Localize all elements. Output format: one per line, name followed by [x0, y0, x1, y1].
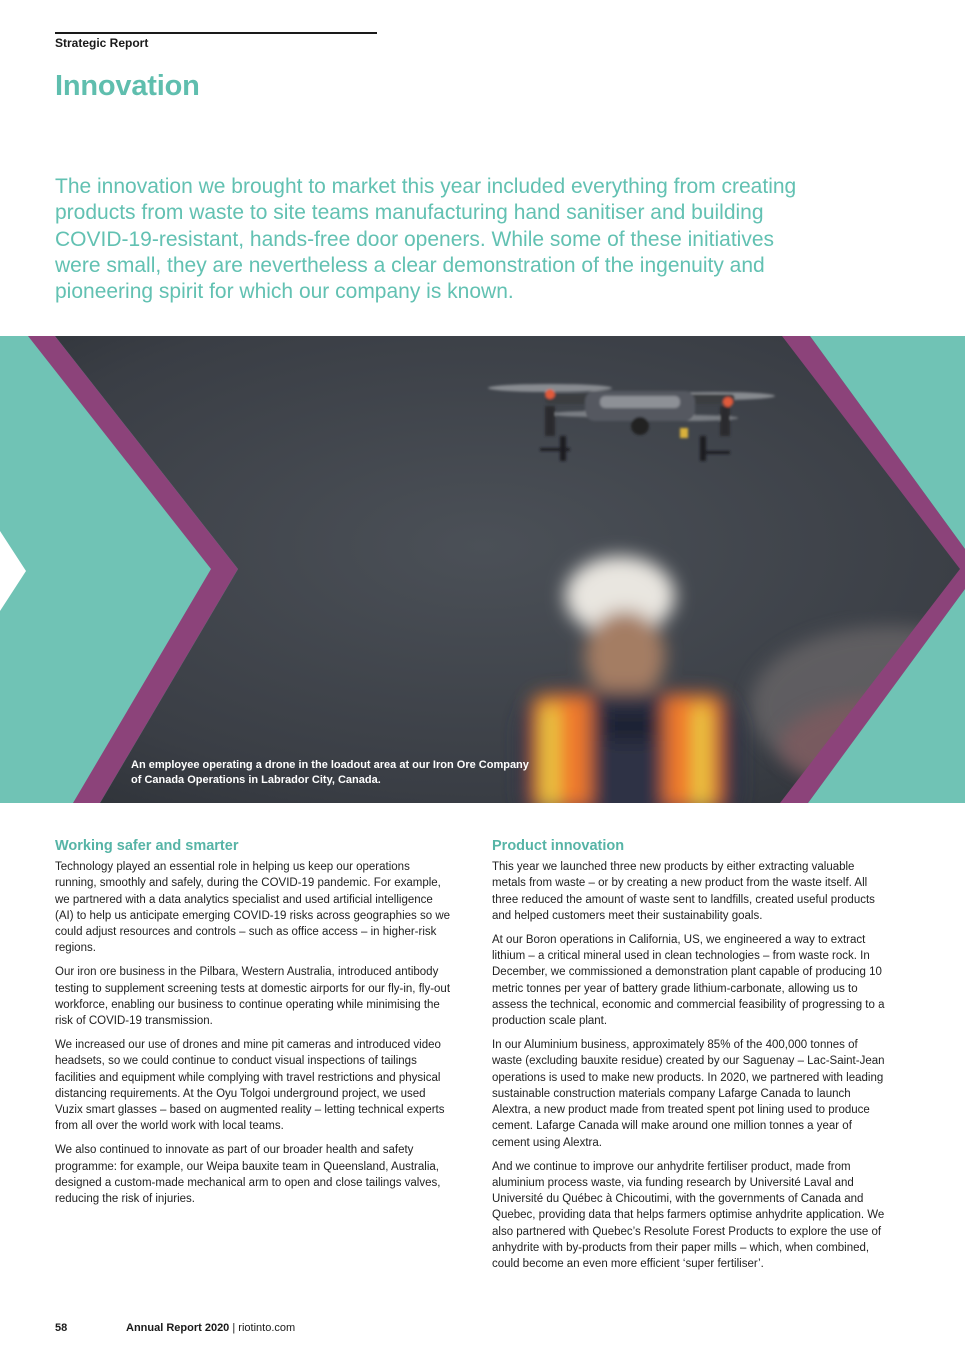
paragraph: Technology played an essential role in helping us keep our operations running, smoothly and safely, during the COVID-19 pandemic. For example, we partnered with a data analytics specialist and used artificial intelligence (AI) to help us anticipate emerging COVID-19 risks across geographies so we could adjust resources and controls – such as office access – in higher-risk regions. — [55, 861, 451, 955]
page-title: Innovation — [55, 70, 200, 102]
paragraph: At our Boron operations in California, US, we engineered a way to extract lithium – a critical mineral used in clean technologies – from waste rock. In December, we commissioned a demonstration plant capable of producing 10 metric tonnes per year of battery grade lithium-carbonate, allowing us to assess the technical, economic and commercial feasibility of progressing to a production scale plant. — [492, 933, 885, 1028]
paragraph: Our iron ore business in the Pilbara, Western Australia, introduced antibody testing to supplement screening tests at domestic airports for our fly-in, fly-out workforce, enabling our business to continue operating while minimising the risk of COVID-19 transmission. — [55, 966, 451, 1028]
footer-report — [126, 1322, 295, 1334]
column-working-safer — [55, 838, 453, 1215]
image-caption: An employee operating a drone in the loadout area at our Iron Ore Company of Canada Operations in Labrador City, Canada. — [131, 759, 529, 786]
hero-image — [0, 336, 965, 803]
hero-photo-illustration — [0, 336, 965, 803]
section-heading: Working safer and smarter — [55, 838, 239, 854]
photo-region — [0, 336, 965, 803]
arrow-shape-left — [0, 531, 26, 611]
footer-separator: | — [232, 1322, 236, 1334]
paragraph: We increased our use of drones and mine pit cameras and introduced video headsets, so we could continue to conduct visual inspections of tailings facilities and equipment while complying with travel restrictions and physical distancing requirements. At the Oyu Tolgoi underground project, we used Vuzix smart glasses – based on augmented reality – letting technical experts from all over the world work with local teams. — [55, 1038, 445, 1133]
header-rule — [55, 32, 377, 34]
page-number: 58 — [55, 1322, 68, 1334]
section-heading: Product innovation — [492, 838, 625, 854]
paragraph: And we continue to improve our anhydrite fertiliser product, made from aluminium process waste, via funding research by Université Laval and Université du Québec à Chicoutimi, with the governments of Canada and Quebec, providing data that helps farmers optimise anhydrite application. We also partnered with Quebec’s Resolute Forest Products to explore the use of anhydrite with by-products from their paper mills – which, when combined, could become an even more efficient ‘super fertiliser’. — [492, 1160, 885, 1271]
website-link[interactable]: riotinto.com — [238, 1322, 296, 1334]
section-label: Strategic Report — [55, 36, 149, 50]
report-title: Annual Report 2020 — [126, 1322, 230, 1334]
intro-text: The innovation we brought to market this year included everything from creating products from waste to site teams manufacturing hand sanitiser and building COVID-19-resistant, hands-free door openers. While some of these initiatives were small, they are nevertheless a clear demonstration of the ingenuity and pioneering spirit for which our company is known. — [55, 175, 797, 304]
column-product-innovation — [492, 838, 890, 1280]
paragraph: We also continued to innovate as part of our broader health and safety programme: for example, our Weipa bauxite team in Queensland, Australia, designed a custom-made mechanical arm to open and close tailings valves, reducing the risk of injuries. — [55, 1144, 441, 1206]
paragraph: In our Aluminium business, approximately 85% of the 400,000 tonnes of waste (excluding bauxite residue) created by our Saguenay – Lac-Saint-Jean operations is used to make new products. In 2020, we partnered with leading sustainable construction materials company Lafarge Canada to launch Alextra, a new product made from treated spent pot lining used to produce cement. Lafarge Canada will make around one million tonnes a year of cement using Alextra. — [492, 1038, 885, 1149]
paragraph: This year we launched three new products by either extracting valuable metals from waste – or by creating a new product from the waste itself. All three reduced the amount of waste sent to landfills, created useful products and helped customers meet their sustainability goals. — [492, 861, 875, 922]
